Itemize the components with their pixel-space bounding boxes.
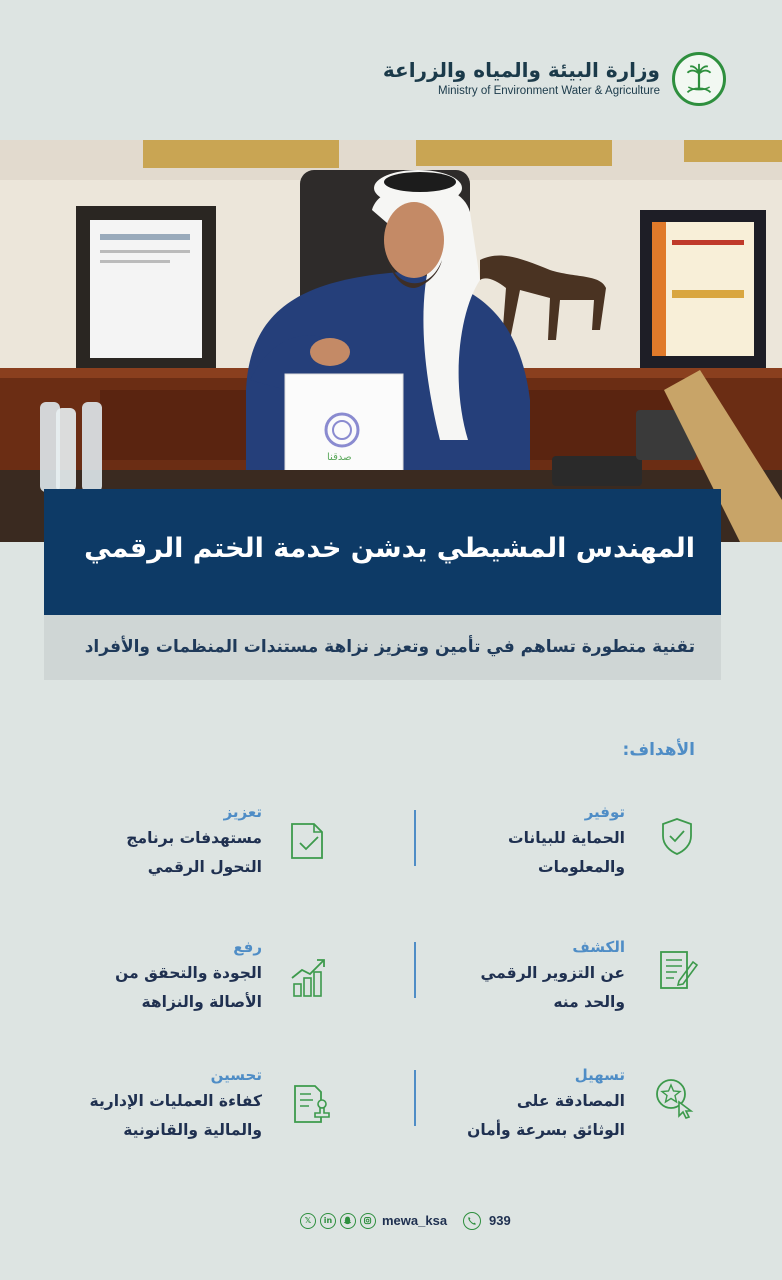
goal-kicker: تحسين [210, 1066, 262, 1084]
ministry-name-english: Ministry of Environment Water & Agriculture [438, 85, 660, 97]
goal-line: كفاءة العمليات الإدارية [89, 1092, 262, 1110]
goal-line: التحول الرقمي [147, 858, 262, 876]
goal-line: الأصالة والنزاهة [141, 993, 262, 1011]
footer [0, 1208, 782, 1236]
palm-swords-emblem-icon [672, 52, 726, 106]
goal-line: والمالية والقانونية [123, 1121, 262, 1139]
goals-heading: الأهداف: [622, 740, 695, 760]
goal-divider [414, 1070, 416, 1126]
document-edit-icon [655, 948, 699, 992]
goal-kicker: تسهيل [574, 1066, 625, 1084]
instagram-icon[interactable] [360, 1213, 376, 1229]
star-click-icon [653, 1076, 697, 1120]
growth-chart-icon [286, 956, 330, 1000]
goal-item-protection [345, 800, 625, 900]
goal-item-digital-transformation [0, 800, 262, 900]
launch-photo [0, 140, 782, 542]
subtitle-banner [44, 615, 721, 680]
goal-divider [414, 810, 416, 866]
document-check-icon [286, 818, 330, 862]
goal-line: مستهدفات برنامج [126, 829, 262, 847]
snapchat-icon[interactable] [340, 1213, 356, 1229]
photo-box-label: صدقنا [327, 452, 352, 463]
goal-item-quality [0, 935, 262, 1035]
social-handle[interactable]: mewa_ksa [382, 1213, 448, 1228]
headline-banner [44, 489, 721, 615]
shield-check-icon [655, 814, 699, 858]
goal-line: والمعلومات [538, 858, 625, 876]
goal-line: الحماية للبيانات [508, 829, 625, 847]
phone-icon [463, 1212, 481, 1230]
page-subtitle: تقنية متطورة تساهم في تأمين وتعزيز نزاهة مستندات المنظمات والأفراد [84, 637, 695, 657]
goal-kicker: الكشف [572, 938, 625, 956]
goal-line: عن التزوير الرقمي [480, 964, 625, 982]
phone-number[interactable]: 939 [489, 1213, 511, 1228]
stamped-document-icon [289, 1082, 333, 1126]
linkedin-icon[interactable]: in [320, 1213, 336, 1229]
ministry-logo-text [383, 58, 660, 97]
goal-kicker: تعزيز [223, 803, 262, 821]
page-title: المهندس المشيطي يدشن خدمة الختم الرقمي [84, 533, 695, 564]
goal-item-authentication [345, 1063, 625, 1163]
goal-item-efficiency [0, 1063, 262, 1163]
goal-kicker: رفع [233, 938, 262, 956]
x-icon[interactable]: 𝕏 [300, 1213, 316, 1229]
goal-divider [414, 942, 416, 998]
goal-line: الوثائق بسرعة وأمان [467, 1121, 625, 1139]
ministry-name-arabic: وزارة البيئة والمياه والزراعة [382, 58, 660, 82]
goal-line: الجودة والتحقق من [115, 964, 262, 982]
header [0, 0, 782, 140]
goal-item-fraud-detection [345, 935, 625, 1035]
goal-line: المصادقة على [516, 1092, 625, 1110]
goal-line: والحد منه [553, 993, 625, 1011]
goal-kicker: توفير [584, 803, 625, 821]
